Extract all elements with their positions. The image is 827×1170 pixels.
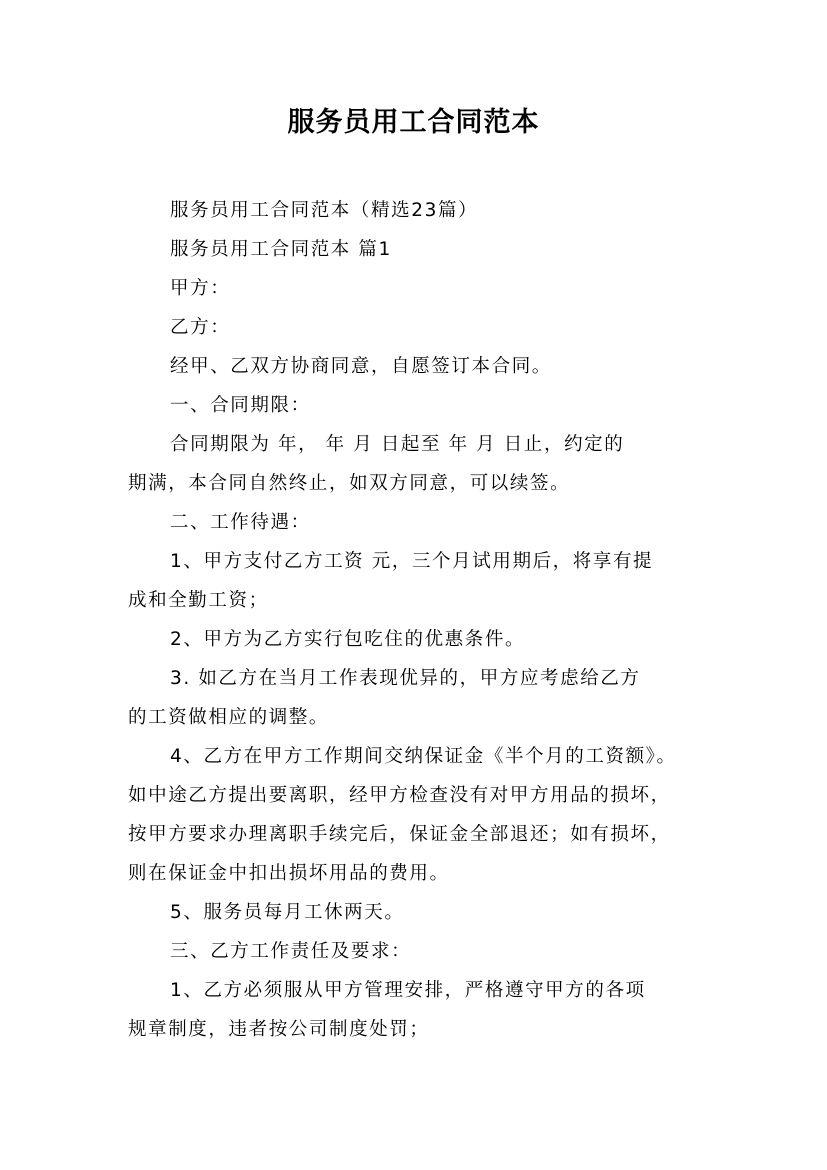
paragraph-line: 一、合同期限： bbox=[170, 395, 311, 416]
paragraph-line: 3. 如乙方在当月工作表现优异的，甲方应考虑给乙方 bbox=[170, 668, 641, 689]
paragraph-line: 4、乙方在甲方工作期间交纳保证金《半个月的工资额》。 bbox=[170, 746, 677, 767]
paragraph-line: 乙方： bbox=[170, 317, 231, 338]
document-title: 服务员用工合同范本 bbox=[287, 107, 540, 138]
paragraph-line: 2、甲方为乙方实行包吃住的优惠条件。 bbox=[170, 629, 526, 650]
paragraph-line: 规章制度，违者按公司制度处罚； bbox=[128, 1019, 430, 1040]
paragraph-line: 1、甲方支付乙方工资 元，三个月试用期后，将享有提 bbox=[170, 551, 654, 572]
paragraph-line: 成和全勤工资； bbox=[128, 590, 269, 611]
paragraph-line: 经甲、乙双方协商同意，自愿签订本合同。 bbox=[170, 356, 552, 377]
paragraph-line: 的工资做相应的调整。 bbox=[128, 707, 330, 728]
paragraph-line: 服务员用工合同范本（精选23篇） bbox=[170, 200, 479, 221]
paragraph-line: 合同期限为 年， 年 月 日起至 年 月 日止，约定的 bbox=[170, 434, 625, 455]
paragraph-line: 三、乙方工作责任及要求： bbox=[170, 941, 412, 962]
paragraph-line: 则在保证金中扣出损坏用品的费用。 bbox=[128, 863, 450, 884]
paragraph-line: 服务员用工合同范本 篇1 bbox=[170, 239, 392, 260]
paragraph-line: 二、工作待遇： bbox=[170, 512, 311, 533]
paragraph-line: 5、服务员每月工休两天。 bbox=[170, 902, 405, 923]
paragraph-line: 如中途乙方提出要离职，经甲方检查没有对甲方用品的损坏， bbox=[128, 785, 671, 806]
paragraph-line: 1、乙方必须服从甲方管理安排，严格遵守甲方的各项 bbox=[170, 980, 646, 1001]
paragraph-line: 按甲方要求办理离职手续完后，保证金全部退还；如有损坏， bbox=[128, 824, 671, 845]
paragraph-line: 甲方： bbox=[170, 278, 231, 299]
paragraph-line: 期满，本合同自然终止，如双方同意，可以续签。 bbox=[128, 473, 571, 494]
